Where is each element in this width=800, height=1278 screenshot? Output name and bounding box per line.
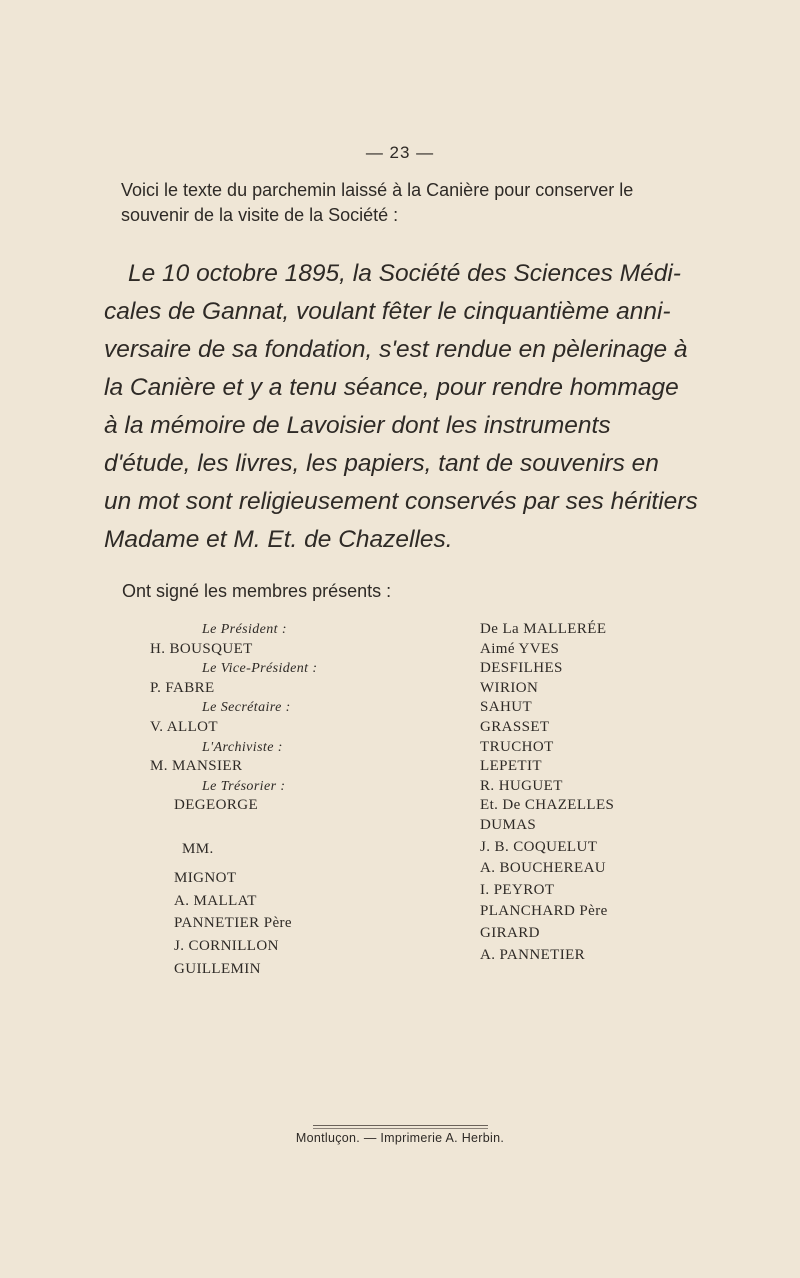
inscription-line: versaire de sa fondation, s'est rendue en pèlerinage à (104, 336, 688, 363)
officer-role: Le Vice-Président : (202, 661, 318, 677)
member-name: A. MALLAT (174, 892, 257, 909)
member-name: DESFILHES (480, 660, 563, 677)
member-name: R. HUGUET (480, 777, 563, 794)
member-name: Aimé YVES (480, 640, 560, 657)
officer-name: DEGEORGE (174, 797, 259, 814)
officer-name: M. MANSIER (150, 758, 243, 775)
inscription-line: cales de Gannat, voulant fêter le cinquantième anni- (104, 298, 671, 325)
officer-name: H. BOUSQUET (150, 640, 253, 657)
signatories-left-column (150, 620, 394, 979)
inscription-line: à la mémoire de Lavoisier dont les instruments (104, 412, 611, 439)
member-name: De La MALLERÉE (480, 621, 607, 637)
member-name: PANNETIER Père (174, 915, 292, 932)
member-name: A. BOUCHEREAU (480, 860, 607, 877)
member-name: MIGNOT (174, 870, 237, 887)
member-name: Et. De CHAZELLES (480, 797, 615, 814)
member-name: I. PEYROT (480, 881, 555, 898)
members-label: MM. (182, 840, 214, 857)
parchment-inscription (104, 255, 704, 559)
officer-name: P. FABRE (150, 679, 215, 696)
inscription-line: d'étude, les livres, les papiers, tant de souvenirs en (104, 450, 659, 477)
officer-role: Le Trésorier : (202, 778, 286, 794)
officer-name: V. ALLOT (150, 718, 218, 735)
member-name: GUILLEMIN (174, 960, 261, 977)
signatories-intro: Ont signé les membres présents : (122, 581, 392, 601)
member-name: DUMAS (480, 816, 537, 833)
inscription-line: un mot sont religieusement conservés par ses héritiers (104, 488, 698, 515)
page-number: — 23 — (365, 143, 435, 162)
imprint-rule (313, 1125, 488, 1129)
inscription-line: Le 10 octobre 1895, la Société des Sciences Médi- (128, 260, 681, 287)
inscription-line: Madame et M. Et. de Chazelles. (104, 526, 453, 553)
member-name: GIRARD (480, 924, 540, 941)
member-name: GRASSET (480, 718, 550, 735)
inscription-line: la Canière et y a tenu séance, pour rendre hommage (104, 374, 679, 401)
officer-role: Le Secrétaire : (202, 700, 291, 716)
member-name: J. CORNILLON (174, 937, 279, 954)
member-name: A. PANNETIER (480, 946, 586, 963)
member-name: SAHUT (480, 699, 533, 716)
member-name: WIRION (480, 679, 539, 696)
officer-role: Le Président : (202, 622, 287, 637)
printer-imprint: Montluçon. — Imprimerie A. Herbin. (295, 1131, 505, 1145)
member-name: TRUCHOT (480, 738, 554, 755)
signatories-right-column (480, 620, 740, 965)
member-name: LEPETIT (480, 758, 542, 775)
intro-paragraph: Voici le texte du parchemin laissé à la Canière pour conserver le souvenir de la visite de la Société : (121, 180, 634, 225)
officer-role: L'Archiviste : (202, 739, 283, 755)
member-name: J. B. COQUELUT (480, 838, 598, 855)
member-name: PLANCHARD Père (480, 903, 608, 920)
